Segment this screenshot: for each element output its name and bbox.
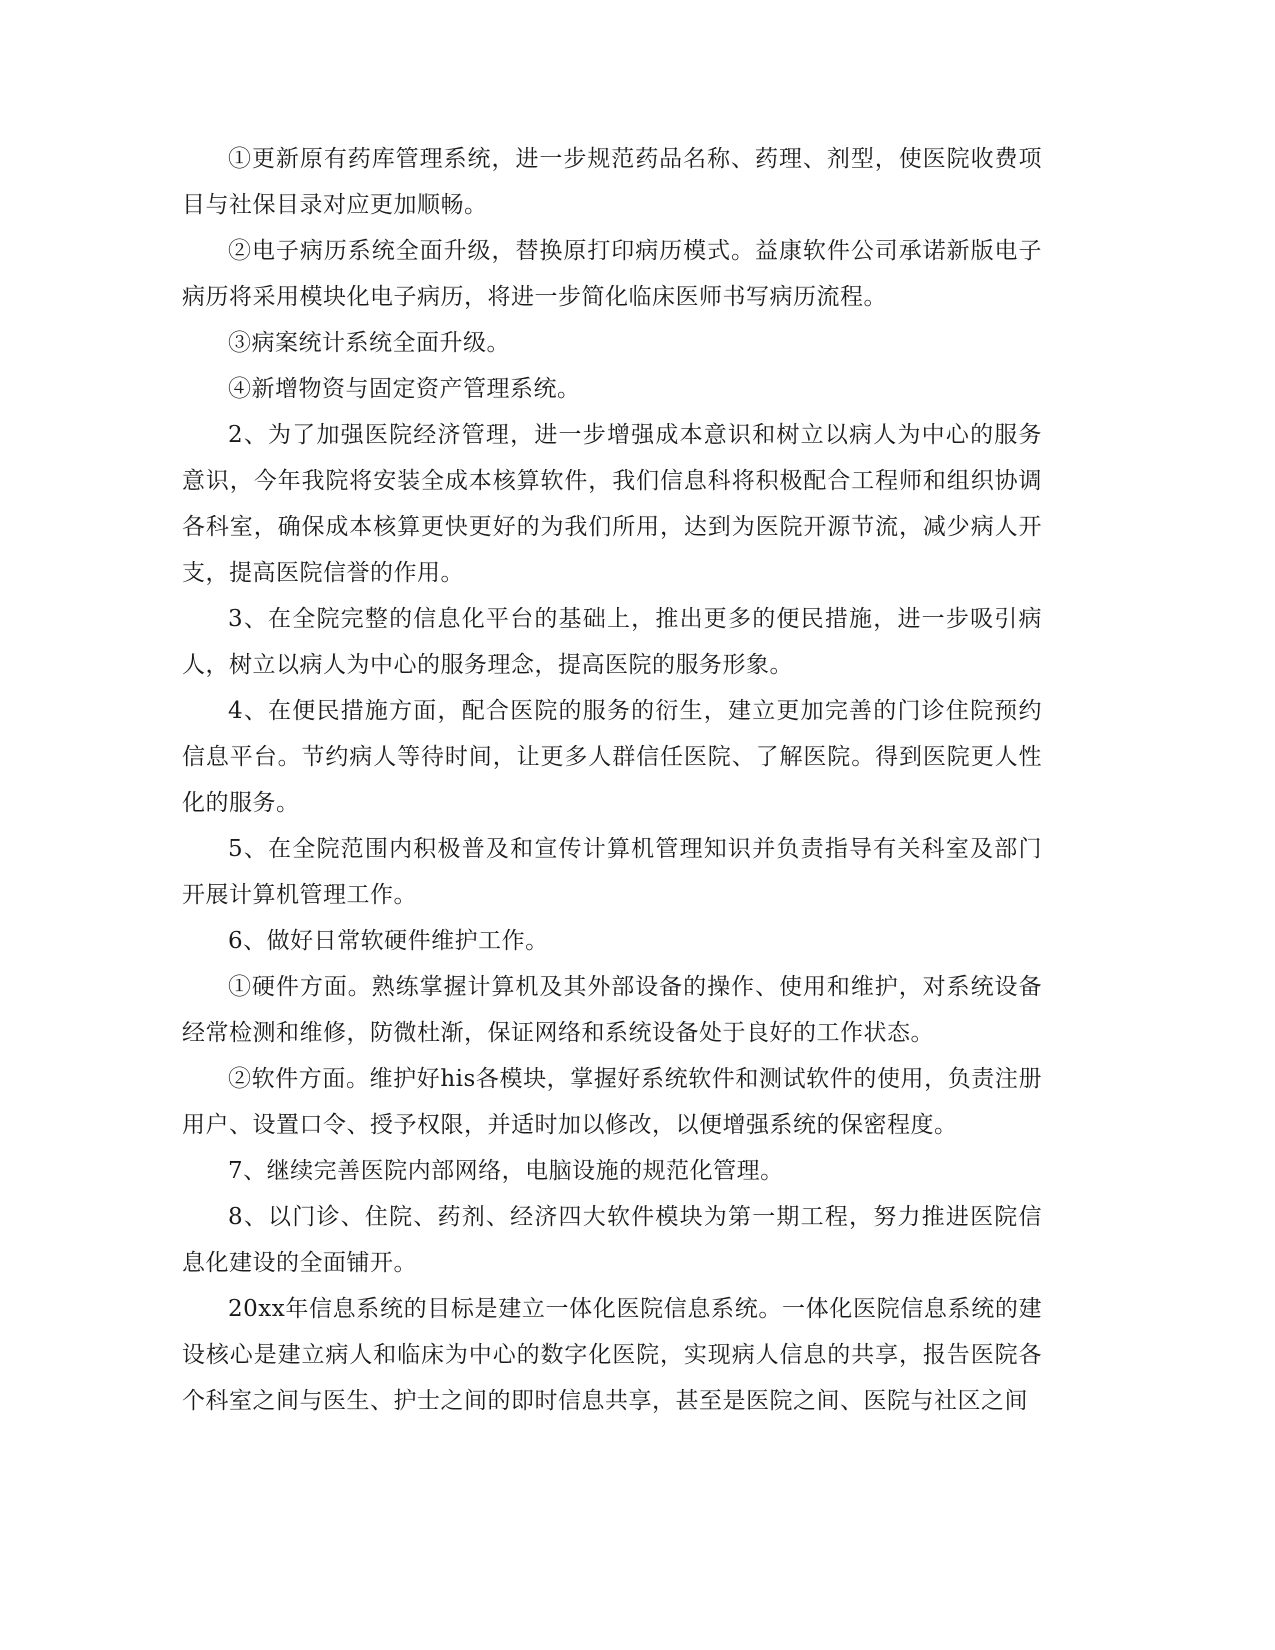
- paragraph-item-7: 7、继续完善医院内部网络，电脑设施的规范化管理。: [228, 1158, 784, 1184]
- paragraph-case-statistics: ③病案统计系统全面升级。: [228, 330, 510, 356]
- paragraph-item-8: 8、以门诊、住院、药剂、经济四大软件模块为第一期工程，努力推进医院信息化建设的全面铺开。: [182, 1204, 1042, 1276]
- paragraph-item-3: 3、在全院完整的信息化平台的基础上，推出更多的便民措施，进一步吸引病人，树立以病人为中心的服务理念，提高医院的服务形象。: [182, 606, 1042, 678]
- paragraph-drug-system: ①更新原有药库管理系统，进一步规范药品名称、药理、剂型，使医院收费项目与社保目录对应更加顺畅。: [182, 146, 1042, 218]
- paragraph-asset-management: ④新增物资与固定资产管理系统。: [228, 376, 581, 402]
- paragraph-emr-upgrade: ②电子病历系统全面升级，替换原打印病历模式。益康软件公司承诺新版电子病历将采用模块化电子病历，将进一步简化临床医师书写病历流程。: [182, 238, 1042, 310]
- paragraph-item-5: 5、在全院范围内积极普及和宣传计算机管理知识并负责指导有关科室及部门开展计算机管理工作。: [182, 836, 1042, 908]
- paragraph-item-4: 4、在便民措施方面，配合医院的服务的衍生，建立更加完善的门诊住院预约信息平台。节约病人等待时间，让更多人群信任医院、了解医院。得到医院更人性化的服务。: [182, 698, 1042, 816]
- document-page: [182, 136, 1042, 1424]
- paragraph-hardware: ①硬件方面。熟练掌握计算机及其外部设备的操作、使用和维护，对系统设备经常检测和维修，防微杜渐，保证网络和系统设备处于良好的工作状态。: [182, 974, 1042, 1046]
- paragraph-item-6: 6、做好日常软硬件维护工作。: [228, 928, 549, 954]
- paragraph-item-2: 2、为了加强医院经济管理，进一步增强成本意识和树立以病人为中心的服务意识，今年我院将安装全成本核算软件，我们信息科将积极配合工程师和组织协调各科室，确保成本核算更快更好的为我们所用，达到为医院开源节流，减少病人开支，提高医院信誉的作用。: [182, 422, 1042, 586]
- paragraph-goal: 20xx年信息系统的目标是建立一体化医院信息系统。一体化医院信息系统的建设核心是建立病人和临床为中心的数字化医院，实现病人信息的共享，报告医院各个科室之间与医生、护士之间的即时信息共享，甚至是医院之间、医院与社区之间: [182, 1296, 1042, 1414]
- paragraph-software: ②软件方面。维护好his各模块，掌握好系统软件和测试软件的使用，负责注册用户、设置口令、授予权限，并适时加以修改，以便增强系统的保密程度。: [182, 1066, 1042, 1138]
